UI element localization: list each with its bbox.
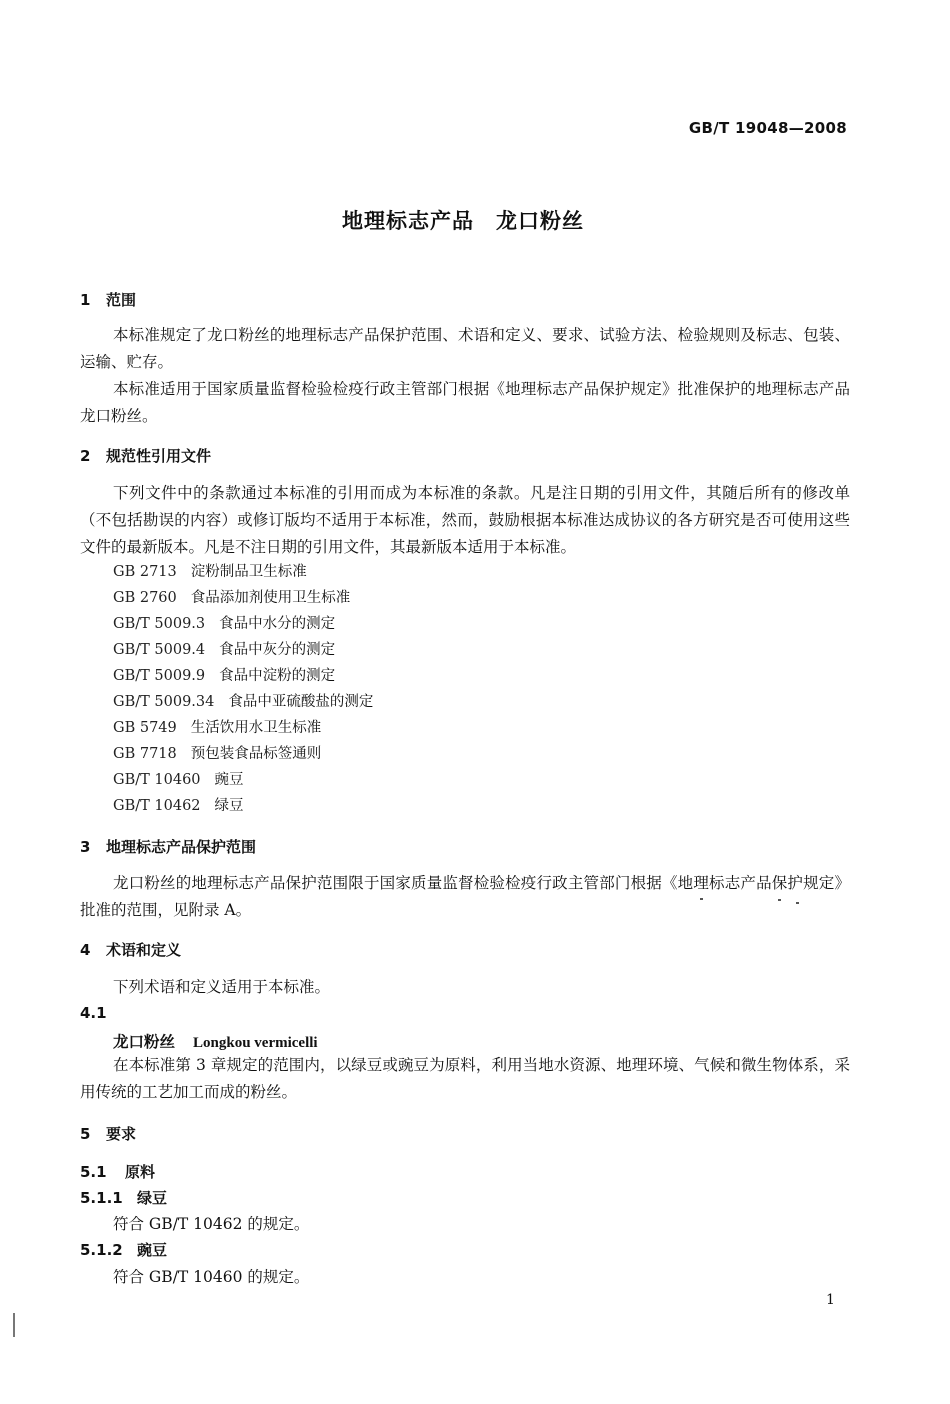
subsection-number: 4.1 xyxy=(80,1004,107,1022)
section-3-heading xyxy=(80,836,256,857)
section-2-paragraph-1: 下列文件中的条款通过本标准的引用而成为本标准的条款。凡是注日期的引用文件，其随后所有的修改单（不包括勘误的内容）或修订版均不适用于本标准，然而，鼓励根据本标准达成协议的各方研究是否可使用这些文件的最新版本。凡是不注日期的引用文件，其最新版本适用于本标准。 xyxy=(80,484,850,556)
reference-code: GB/T 5009.4 xyxy=(113,642,206,658)
document-title: 地理标志产品 龙口粉丝 xyxy=(342,209,584,233)
section-5-heading xyxy=(80,1123,136,1144)
reference-title: 食品中亚硫酸盐的测定 xyxy=(228,694,374,710)
reference-title: 绿豆 xyxy=(214,798,244,814)
term-entry xyxy=(113,1030,318,1052)
reference-code: GB/T 10460 xyxy=(113,772,201,788)
section-number: 2 xyxy=(80,447,91,465)
section-4-heading xyxy=(80,939,181,960)
subsection-5-1-1-heading xyxy=(80,1187,167,1208)
reference-code: GB/T 10462 xyxy=(113,798,201,814)
section-number: 1 xyxy=(80,291,91,309)
section-title: 术语和定义 xyxy=(106,941,182,959)
reference-code: GB 7718 xyxy=(113,746,177,762)
section-1-paragraph-1: 本标准规定了龙口粉丝的地理标志产品保护范围、术语和定义、要求、试验方法、检验规则及标志、包装、运输、贮存。 xyxy=(80,326,850,371)
subsection-4-1-number xyxy=(80,1004,107,1022)
subsection-title: 绿豆 xyxy=(137,1189,168,1207)
standard-number: GB/T 19048—2008 xyxy=(688,119,847,137)
term-definition: 在本标准第 3 章规定的范围内，以绿豆或豌豆为原料，利用当地水资源、地理环境、气候和微生物体系，采用传统的工艺加工而成的粉丝。 xyxy=(80,1056,850,1101)
reference-code: GB 2713 xyxy=(113,564,177,580)
reference-item xyxy=(113,689,373,715)
reference-item xyxy=(113,585,373,611)
reference-item xyxy=(113,559,373,585)
reference-item xyxy=(113,741,373,767)
subsection-number: 5.1 xyxy=(80,1163,107,1181)
section-4-paragraph-1: 下列术语和定义适用于本标准。 xyxy=(113,978,331,996)
page-number: 1 xyxy=(826,1292,835,1308)
reference-title: 食品中水分的测定 xyxy=(219,616,336,632)
section-3-paragraph-1: 龙口粉丝的地理标志产品保护范围限于国家质量监督检验检疫行政主管部门根据《地理标志产品保护规定》批准的范围，见附录 A。 xyxy=(80,874,850,919)
section-1-paragraph-2: 本标准适用于国家质量监督检验检疫行政主管部门根据《地理标志产品保护规定》批准保护的地理标志产品龙口粉丝。 xyxy=(80,380,850,425)
reference-title: 食品中淀粉的测定 xyxy=(219,668,336,684)
reference-title: 豌豆 xyxy=(214,772,244,788)
section-title: 地理标志产品保护范围 xyxy=(106,838,257,856)
subsection-5-1-heading xyxy=(80,1161,155,1182)
reference-item xyxy=(113,767,373,793)
reference-list xyxy=(113,559,373,819)
reference-code: GB/T 5009.9 xyxy=(113,668,206,684)
reference-title: 食品中灰分的测定 xyxy=(219,642,336,658)
reference-title: 食品添加剂使用卫生标准 xyxy=(190,590,351,606)
subsection-5-1-2-heading xyxy=(80,1239,167,1260)
subsection-number: 5.1.2 xyxy=(80,1241,123,1259)
reference-title: 淀粉制品卫生标准 xyxy=(190,564,307,580)
section-number: 3 xyxy=(80,838,91,856)
scan-speck xyxy=(796,902,799,904)
subsection-title: 豌豆 xyxy=(137,1241,168,1259)
section-2-heading xyxy=(80,445,211,466)
reference-item xyxy=(113,637,373,663)
scan-speck xyxy=(700,898,703,900)
term-chinese: 龙口粉丝 xyxy=(113,1033,176,1051)
section-title: 要求 xyxy=(106,1125,137,1143)
reference-code: GB/T 5009.3 xyxy=(113,616,206,632)
reference-title: 生活饮用水卫生标准 xyxy=(190,720,322,736)
section-title: 规范性引用文件 xyxy=(106,447,212,465)
subsection-title: 原料 xyxy=(125,1163,156,1181)
scan-speck xyxy=(778,899,781,901)
reference-code: GB/T 5009.34 xyxy=(113,694,215,710)
reference-item xyxy=(113,611,373,637)
term-english: Longkou vermicelli xyxy=(193,1035,318,1051)
section-1-heading xyxy=(80,289,136,310)
section-number: 4 xyxy=(80,941,91,959)
reference-item xyxy=(113,715,373,741)
reference-item xyxy=(113,793,373,819)
reference-code: GB 5749 xyxy=(113,720,177,736)
scan-edge-mark xyxy=(13,1313,15,1337)
reference-code: GB 2760 xyxy=(113,590,177,606)
section-title: 范围 xyxy=(106,291,137,309)
reference-title: 预包装食品标签通则 xyxy=(190,746,322,762)
subsection-5-1-1-text: 符合 GB/T 10462 的规定。 xyxy=(113,1215,310,1233)
section-number: 5 xyxy=(80,1125,91,1143)
subsection-5-1-2-text: 符合 GB/T 10460 的规定。 xyxy=(113,1268,310,1286)
subsection-number: 5.1.1 xyxy=(80,1189,123,1207)
reference-item xyxy=(113,663,373,689)
